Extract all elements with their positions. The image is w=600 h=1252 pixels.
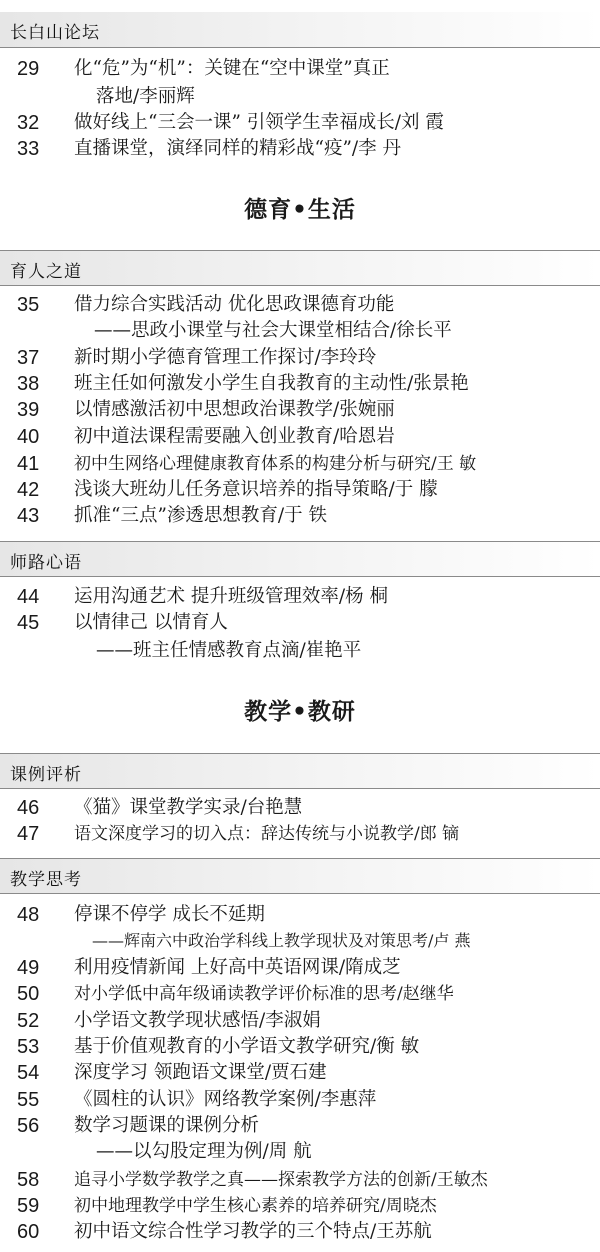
page-number: 29 [17,58,40,80]
article-title: 停课不停学 成长不延期 [74,904,265,925]
toc-entry-54[interactable] [0,1058,600,1088]
page-number: 47 [17,823,40,845]
article-subtitle: ——思政小课堂与社会大课堂相结合/徐长平 [94,320,452,341]
toc-entry-47[interactable] [0,819,600,849]
article-title: 做好线上“三会一课” 引领学生幸福成长/刘 霞 [74,112,444,133]
toc-entry-60[interactable] [0,1217,600,1247]
article-title-continuation: 落地/李丽辉 [96,86,195,107]
toc-entry-33[interactable] [0,134,600,164]
article-title: 班主任如何激发小学生自我教育的主动性/张景艳 [74,373,469,394]
page-number: 40 [17,426,40,448]
section-title: 教学思考 [10,870,82,890]
page-number: 43 [17,505,40,527]
article-title: 浅谈大班幼儿任务意识培养的指导策略/于 朦 [74,479,438,500]
heading-deyu-shenghuo: 德育•生活 [244,197,356,223]
article-title: 直播课堂，演绎同样的精彩战“疫”/李 丹 [74,138,402,159]
page-number: 52 [17,1010,40,1032]
page-number: 33 [17,138,40,160]
page-number: 56 [17,1115,40,1137]
page-number: 37 [17,347,40,369]
toc-entry-50[interactable] [0,979,600,1009]
article-title: 初中地理教学中学生核心素养的培养研究/周晓杰 [74,1196,437,1216]
heading-jiaoxue-jiaoyan: 教学•教研 [244,699,356,725]
page-number: 60 [17,1221,40,1243]
section-header-changbaishan [0,12,600,48]
article-title: 深度学习 领跑语文课堂/贾石建 [74,1062,327,1083]
article-title: 初中道法课程需要融入创业教育/哈恩岩 [74,426,395,447]
page-number: 46 [17,797,40,819]
article-title: 语文深度学习的切入点：辞达传统与小说教学/郎 镝 [74,824,460,844]
section-header-shilu [0,541,600,577]
article-title: 借力综合实践活动 优化思政课德育功能 [74,294,395,315]
section-title: 育人之道 [10,262,82,282]
article-title: 《圆柱的认识》网络教学案例/李惠萍 [74,1089,377,1110]
article-title: 抓准“三点”渗透思想教育/于 铁 [74,505,328,526]
page-number: 48 [17,904,40,926]
article-title: 以情感激活初中思想政治课教学/张婉丽 [74,399,395,420]
toc-entry-45[interactable] [0,608,600,638]
page-number: 39 [17,399,40,421]
section-title: 长白山论坛 [10,23,100,43]
article-title: 初中语文综合性学习教学的三个特点/王苏航 [74,1221,432,1242]
article-title: 《猫》课堂教学实录/台艳慧 [74,797,303,818]
page-number: 38 [17,373,40,395]
page-number: 44 [17,586,40,608]
article-subtitle: ——以勾股定理为例/周 航 [96,1141,312,1162]
page-number: 42 [17,479,40,501]
page-number: 55 [17,1089,40,1111]
page-number: 41 [17,453,40,475]
article-title: 数学习题课的课例分析 [74,1115,260,1136]
page-number: 32 [17,112,40,134]
page-number: 53 [17,1036,40,1058]
section-title: 师路心语 [10,553,82,573]
section-title: 课例评析 [10,765,82,785]
page-number: 50 [17,983,40,1005]
page-number: 45 [17,612,40,634]
article-title: 运用沟通艺术 提升班级管理效率/杨 桐 [74,586,388,607]
article-title: 化“危”为“机”：关键在“空中课堂”真正 [74,58,390,79]
page-number: 58 [17,1169,40,1191]
article-title: 利用疫情新闻 上好高中英语网课/隋成芝 [74,957,401,978]
section-header-keli [0,753,600,789]
article-title: 追寻小学数学教学之真——探索教学方法的创新/王敏杰 [74,1170,488,1190]
article-title: 新时期小学德育管理工作探讨/李玲玲 [74,347,377,368]
toc-entry-39[interactable] [0,395,600,425]
toc-entry-43[interactable] [0,501,600,531]
article-subtitle: ——班主任情感教育点滴/崔艳平 [96,640,362,661]
article-subtitle: ——辉南六中政治学科线上教学现状及对策思考/卢 燕 [92,931,471,950]
toc-entry-29[interactable] [0,54,600,84]
page-number: 54 [17,1062,40,1084]
article-title: 对小学低中高年级诵读教学评价标准的思考/赵继华 [74,984,454,1004]
page-number: 59 [17,1195,40,1217]
article-title: 小学语文教学现状感悟/李淑娟 [74,1010,321,1031]
article-title: 初中生网络心理健康教育体系的构建分析与研究/王 敏 [74,454,477,474]
page-number: 49 [17,957,40,979]
section-header-jiaoxue-sikao [0,858,600,894]
article-title: 基于价值观教育的小学语文教学研究/衡 敏 [74,1036,420,1057]
section-header-yuren [0,250,600,286]
article-title: 以情律己 以情育人 [74,612,228,633]
toc-entry-40[interactable] [0,422,600,452]
page-number: 35 [17,294,40,316]
